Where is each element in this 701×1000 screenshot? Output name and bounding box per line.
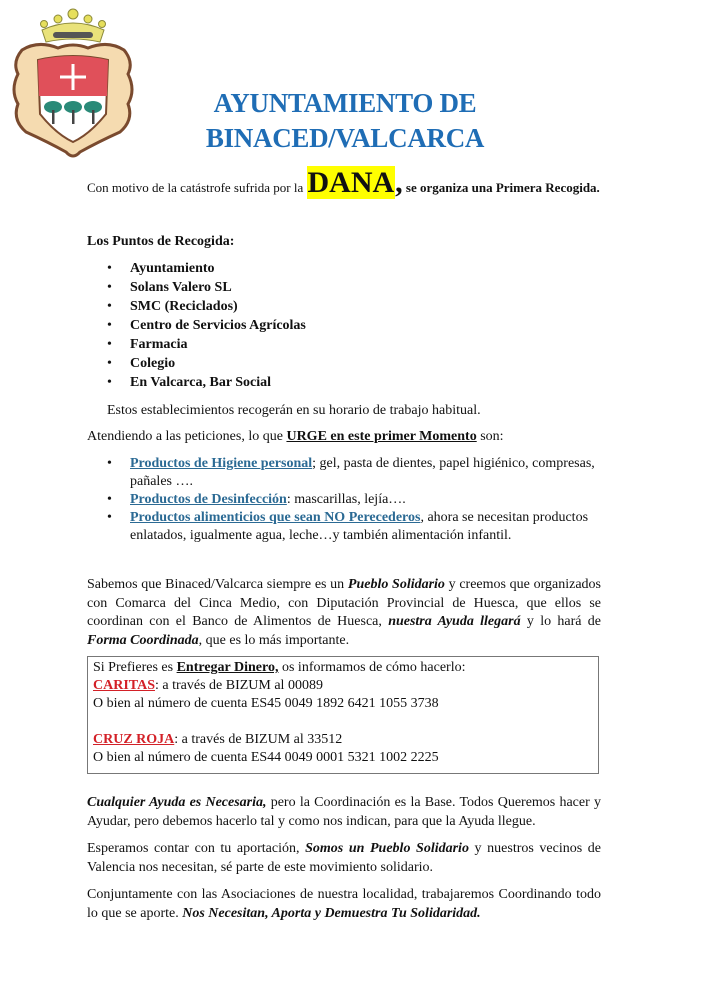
dana-highlight: DANA (307, 166, 395, 199)
text: y lo hará de (520, 614, 602, 629)
closing-paragraph-3 (87, 886, 601, 923)
text: Sabemos que Binaced/Valcarca siempre es un (87, 577, 348, 592)
disinfection-link[interactable]: Productos de Desinfección (130, 492, 287, 507)
list-item: • Solans Valero SL (107, 278, 306, 297)
food-link[interactable]: Productos alimenticios que sean NO Perecederos (130, 510, 421, 525)
page-title (180, 86, 510, 156)
item-text: : mascarillas, lejía…. (286, 492, 406, 507)
cruz-roja-name: CRUZ ROJA (93, 732, 175, 747)
collection-points-list (107, 259, 306, 392)
item-text: , ahora se necesitan productos enlatados, igualmente agua, leche…y también alimentación infantil. (130, 510, 589, 543)
list-item (107, 455, 597, 491)
donations-box (87, 656, 599, 774)
collection-note: Estos establecimientos recogerán en su horario de trabajo habitual. (107, 403, 481, 418)
title-line-1: AYUNTAMIENTO DE (213, 88, 477, 118)
list-item: • Farmacia (107, 335, 306, 354)
crown-icon (41, 9, 106, 42)
cruz-roja-bizum (93, 731, 593, 749)
closing-paragraph-1 (87, 794, 601, 831)
emphasis: Somos un Pueblo Solidario (305, 841, 469, 856)
list-item: • Colegio (107, 354, 306, 373)
emphasis: nuestra Ayuda llegará (388, 614, 521, 629)
text: pero la Coordinación es la Base. Todos Queremos hacer y Ayudar, pero debemos hacerlo tal y como nos indican, para que la Ayuda llegue. (87, 795, 601, 829)
donations-intro (93, 659, 593, 677)
text: os informamos de cómo hacerlo: (278, 660, 466, 675)
caritas-bizum (93, 677, 593, 695)
title-line-2: BINACED/VALCARCA (205, 123, 485, 153)
collection-heading: Los Puntos de Recogida: (87, 234, 235, 249)
trees-icon (44, 101, 102, 124)
urgent-emphasis: URGE en este primer Momento (286, 429, 477, 444)
intro-paragraph (87, 168, 601, 199)
intro-text: Con motivo de la catástrofe sufrida por la (87, 180, 307, 195)
emphasis: Entregar Dinero, (176, 660, 279, 675)
comma: , (395, 166, 403, 199)
item-text: ; gel, pasta de dientes, papel higiénico, compresas, pañales …. (130, 456, 595, 489)
text: : a través de BIZUM al 00089 (154, 678, 323, 693)
list-item (107, 491, 597, 509)
urgent-needs-list (107, 455, 597, 545)
text: y nuestros vecinos de Valencia nos necesitan, sé parte de este movimiento solidario. (87, 841, 601, 875)
emphasis: Nos Necesitan, Aporta y Demuestra Tu Solidaridad. (182, 905, 481, 921)
list-item: • En Valcarca, Bar Social (107, 373, 306, 392)
text: Si Prefieres es (93, 660, 177, 675)
text: Esperamos contar con tu aportación, (87, 841, 306, 856)
cruz-roja-account: O bien al número de cuenta ES44 0049 0001 5321 1002 2225 (93, 750, 439, 765)
intro-bold-text: se organiza una Primera Recogida. (402, 180, 600, 195)
closing-paragraph-2 (87, 840, 601, 877)
coat-of-arms-icon (8, 2, 138, 162)
text: : a través de BIZUM al 33512 (174, 732, 343, 747)
text: y creemos que organizados con Comarca del Cinca Medio, con Diputación Provincial de Huesca, que ellos se coordinan con el Banco de Alimentos de Huesca, (87, 577, 601, 629)
hygiene-link[interactable]: Productos de Higiene personal (130, 456, 313, 471)
list-item: • Centro de Servicios Agrícolas (107, 316, 306, 335)
urgent-text: Atendiendo a las peticiones, lo que (87, 429, 287, 444)
caritas-name: CARITAS (93, 678, 155, 693)
emphasis: Cualquier Ayuda es Necesaria, (87, 795, 267, 810)
solidarity-paragraph (87, 576, 601, 650)
text: , que es lo más importante. (198, 632, 350, 648)
list-item (107, 509, 597, 545)
emphasis: Forma Coordinada (87, 632, 199, 648)
emphasis: Pueblo Solidario (347, 577, 445, 592)
caritas-account: O bien al número de cuenta ES45 0049 1892 6421 1055 3738 (93, 696, 439, 711)
urgent-intro (87, 428, 601, 447)
urgent-text-end: son: (476, 429, 504, 444)
list-item: • SMC (Reciclados) (107, 297, 306, 316)
text: Conjuntamente con las Asociaciones de nuestra localidad, trabajaremos Coordinando todo lo que se aporte. (87, 887, 601, 921)
list-item: • Ayuntamiento (107, 259, 306, 278)
